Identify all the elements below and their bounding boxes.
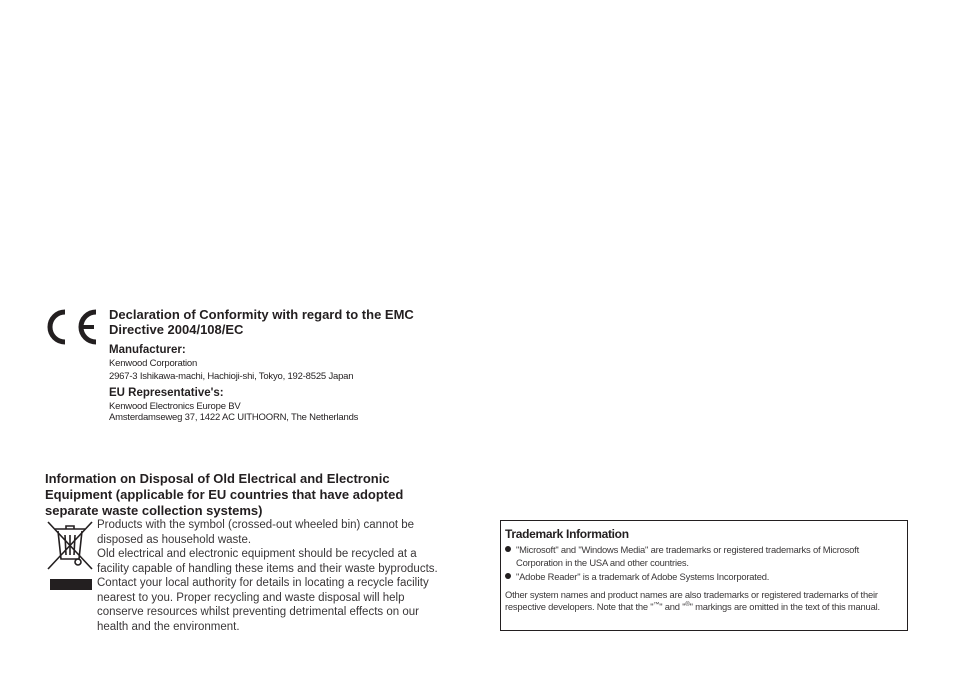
disposal-line: health and the environment. [97, 620, 240, 633]
bin-marking-bar [50, 579, 92, 590]
crossed-out-wheeled-bin-icon [45, 519, 95, 571]
trademark-item-text: "Microsoft" and "Windows Media" are trademarks or registered trademarks of Microsoft Corporation in the USA and other countries. [516, 544, 859, 568]
disposal-heading [45, 471, 445, 519]
disposal-heading-line: Information on Disposal of Old Electrical and Electronic [45, 471, 390, 486]
trademark-symbol: ™ [653, 601, 660, 608]
conformity-title [109, 307, 449, 337]
disposal-heading-line: separate waste collection systems) [45, 503, 263, 518]
disposal-line: disposed as household waste. [97, 533, 252, 546]
registered-symbol: ® [685, 601, 690, 608]
disposal-body [97, 518, 452, 634]
trademark-box [500, 520, 908, 631]
disposal-line: facility capable of handling these items and their waste byproducts. [97, 562, 438, 575]
disposal-line: Products with the symbol (crossed-out wheeled bin) cannot be [97, 519, 415, 531]
manufacturer-name: Kenwood Corporation [109, 358, 198, 369]
trademark-item [505, 544, 903, 569]
disposal-line: nearest to you. Proper recycling and waste disposal will help [97, 591, 405, 604]
trademark-note-text: Other system names and product names are also trademarks or registered trademarks of their respective developers. Note that the " [505, 588, 878, 612]
manufacturer-address: 2967-3 Ishikawa-machi, Hachioji-shi, Tokyo, 192-8525 Japan [109, 371, 354, 382]
ce-mark-icon [44, 308, 100, 346]
trademark-note-text: " and " [659, 601, 686, 612]
bullet-icon [505, 573, 511, 579]
trademark-item [505, 571, 903, 584]
conformity-title-line: Declaration of Conformity with regard to the EMC [109, 307, 414, 322]
disposal-line: Contact your local authority for details in locating a recycle facility [97, 577, 429, 589]
manufacturer-label: Manufacturer: [109, 344, 186, 356]
conformity-title-line: Directive 2004/108/EC [109, 322, 244, 337]
eu-representative-address: Amsterdamseweg 37, 1422 AC UITHOORN, The Netherlands [109, 412, 359, 423]
trademark-note [505, 589, 903, 614]
eu-representative-name: Kenwood Electronics Europe BV [109, 401, 241, 412]
disposal-heading-line: Equipment (applicable for EU countries that have adopted [45, 487, 404, 502]
bullet-icon [505, 546, 511, 552]
eu-representative-label: EU Representative's: [109, 387, 224, 399]
trademark-title: Trademark Information [505, 527, 629, 541]
disposal-line: conserve resources whilst preventing detrimental effects on our [97, 606, 419, 618]
disposal-line: Old electrical and electronic equipment should be recycled at a [97, 548, 417, 560]
trademark-item-text: "Adobe Reader" is a trademark of Adobe Systems Incorporated. [516, 571, 770, 582]
trademark-note-text: " markings are omitted in the text of this manual. [689, 601, 880, 612]
